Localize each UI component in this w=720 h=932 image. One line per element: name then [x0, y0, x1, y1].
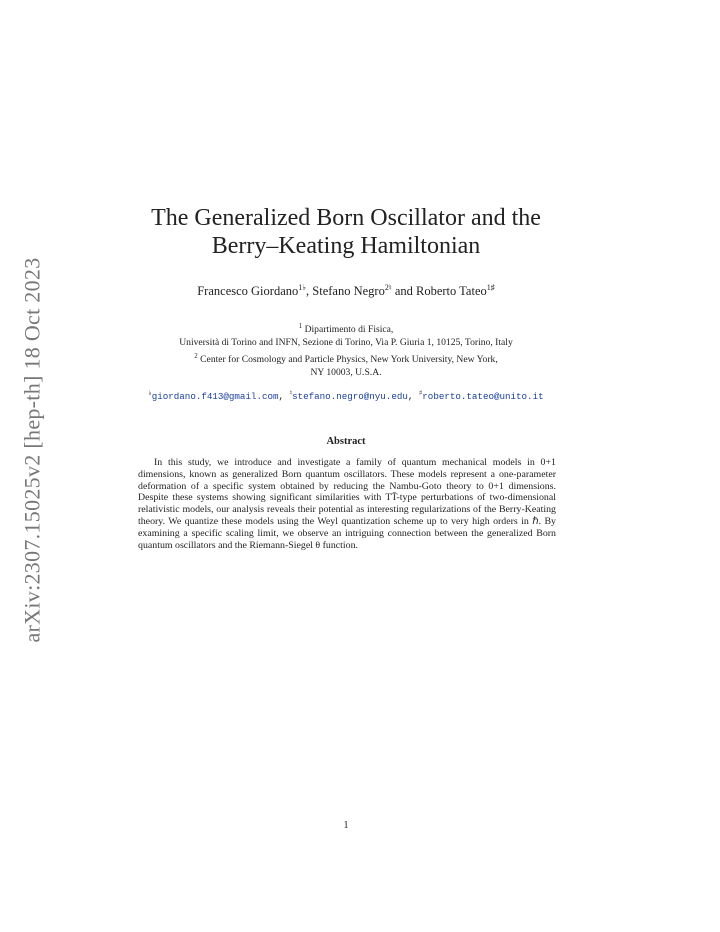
author-name: Francesco Giordano	[197, 284, 299, 299]
author-separator: and	[391, 284, 416, 299]
page-number: 1	[343, 820, 349, 831]
email-mark: ♯	[418, 389, 423, 397]
affiliation-2	[120, 350, 572, 379]
affiliation-line: Center for Cosmology and Particle Physics, New York University, New York,	[200, 354, 498, 366]
affiliation-1	[120, 320, 572, 349]
abstract-heading: Abstract	[326, 436, 366, 447]
author-separator: ,	[306, 284, 313, 299]
affiliation-line: Università di Torino and INFN, Sezione di Torino, Via P. Giuria 1, 10125, Torino, Italy	[179, 337, 513, 349]
affiliation-number: 1	[298, 322, 303, 330]
arxiv-identifier-text: arXiv:2307.15025v2 [hep-th] 18 Oct 2023	[20, 257, 45, 643]
email-list	[120, 389, 572, 402]
author-affiliation-mark: 2♮	[384, 283, 392, 292]
author-affiliation-mark: 1♯	[486, 283, 495, 292]
email-link[interactable]: giordano.f413@gmail.com	[151, 391, 279, 403]
affiliation-line: Dipartimento di Fisica,	[304, 324, 394, 336]
author-affiliation-mark: 1♭	[298, 283, 307, 292]
author-name: Stefano Negro	[312, 284, 385, 299]
affiliation-number: 2	[194, 352, 198, 360]
author-list	[120, 283, 572, 299]
email-separator: ,	[278, 391, 290, 403]
abstract-body: In this study, we introduce and investigate a family of quantum mechanical models in 0+1 dimensions, known as generalized Born quantum oscillators. These models represent a one-parameter deformation of a specific system obtained by reducing the Nambu-Goto theory to 0+1 dimensions. Despite these systems showing significant similarities with TT̄-type perturbations of two-dimensional relativistic models, our analysis reveals their potential as interesting regularizations of the Berry-Keating theory. We quantize these models using the Weyl quantization scheme up to very high orders in ℏ. By examining a specific scaling limit, we observe an intriguing connection between the generalized Born quantum oscillators and the Riemann-Siegel θ function.	[138, 457, 556, 551]
email-link[interactable]: stefano.negro@nyu.edu	[292, 391, 408, 403]
email-separator: ,	[407, 391, 419, 403]
email-link[interactable]: roberto.tateo@unito.it	[422, 391, 544, 403]
email-mark: ♮	[289, 389, 293, 397]
arxiv-identifier-stamp	[13, 255, 53, 645]
author-name: Roberto Tateo	[416, 284, 487, 299]
paper-title-line-1: The Generalized Born Oscillator and the	[151, 205, 541, 231]
paper-title	[120, 204, 572, 260]
email-mark: ♭	[148, 389, 152, 397]
affiliation-line: NY 10003, U.S.A.	[310, 367, 382, 379]
paper-title-line-2: Berry–Keating Hamiltonian	[211, 233, 481, 259]
